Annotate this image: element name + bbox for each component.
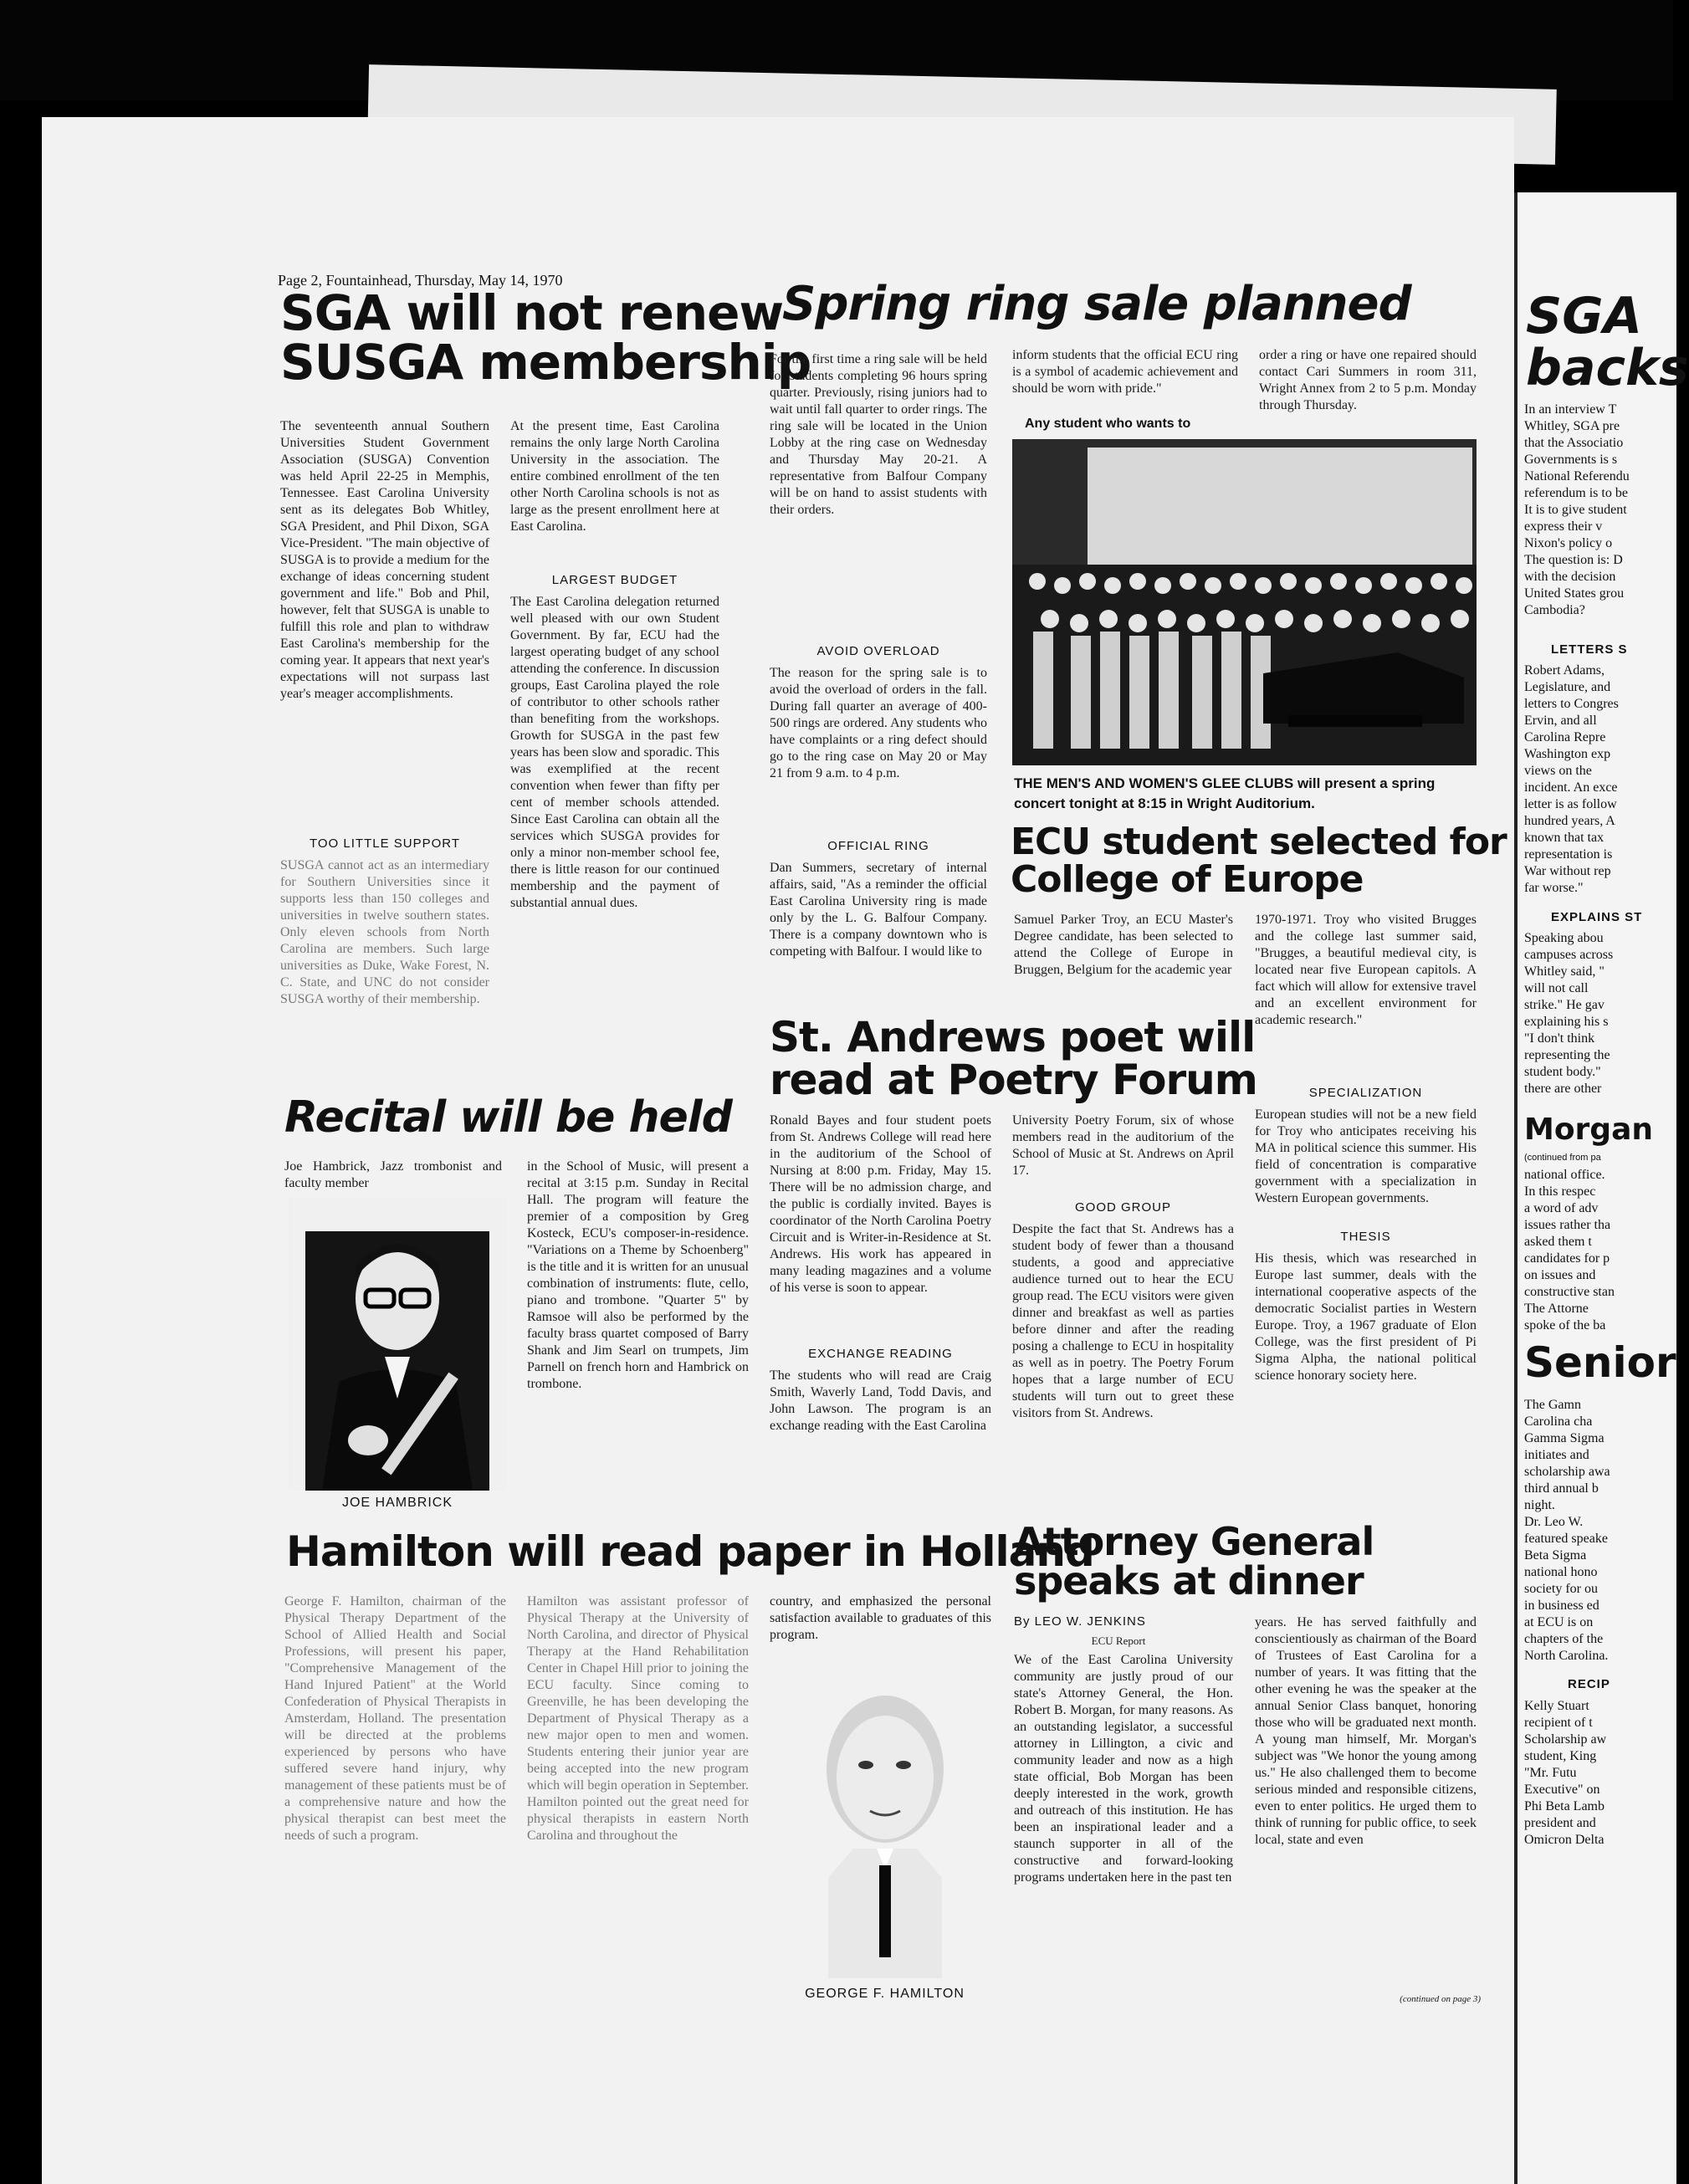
europe-col2c: His thesis, which was researched in Europe last summer, deals with the international cooperative aspects of the democratic Socialist parties in Western Europe. Troy, a 1967 graduate of Elon College, was the first president of Pi Sigma Alpha, the national political science honorary society here. [1255,1251,1477,1383]
right-headline-sga: SGA [1526,287,1642,345]
susga-col2b: The East Carolina delegation returned well pleased with our own Student Government. By far, ECU had the largest operating budget of any school attending the conference. In discussion groups, East Carolina played the role of contributor to other schools rather than benefiting from the workshops. Growth for SUSGA in the past few years has been slow and sporadic. This was exemplified at the recent convention when fewer than fifty per cent of member schools attended. Since East Carolina can obtain all the services which SUSGA provides for only a minor non-member school fee, there is little reason for our continued membership and the payment of substantial annual dues. [510,595,719,910]
joe-hambrick-photo [289,1198,506,1491]
europe-sub-thesis: THESIS [1340,1230,1391,1244]
right-block-5: The Gamn Carolina cha Gamma Sigma initiates and scholarship awa third annual b night. Dr. Leo W. featured speake Beta Sigma national hono society for ou in business ed at ECU is on chapters of the North Carolina. [1524,1398,1610,1663]
glee-club-photo [1012,439,1477,765]
george-hamilton-photo [778,1669,991,1978]
europe-sub-specialization: SPECIALIZATION [1308,1086,1423,1100]
europe-col1: Samuel Parker Troy, an ECU Master's Degree candidate, has been selected to attend the College of Europe in Bruggen, Belgium for the academic year [1014,913,1233,977]
hamilton-col1: George F. Hamilton, chairman of the Physical Therapy Department of the School of Allied Health and Social Professions, will present his paper, "Comprehensive Management of the Hand Injured Patient" at the World Confederation of Physical Therapists in Amsterdam, Holland. The presentation will be directed at the problems experienced by persons who have suffered severe hand injury, why management of these patients must be of a comprehensive nature and how the physical therapist can best meet the needs of such a program. [284,1594,506,1843]
susga-col2a: At the present time, East Carolina remains the only large North Carolina University in the association. The entire combined enrollment of the ten other North Carolina schools is not as large as the present enrollment here at East Carolina. [510,419,719,534]
ring-col3: order a ring or have one repaired should contact Cari Summers in room 311, Wright Annex from 2 to 5 p.m. Monday through Thursday. [1259,348,1477,412]
europe-col2a: 1970-1971. Troy who visited Brugges and the college last summer said, "Brugges, a beautiful medieval city, is located near five European capitols. A fact which will allow for extensive travel and an excellent environment for academic research." [1255,913,1477,1027]
susga-sub-too-little-support: TOO LITTLE SUPPORT [310,836,460,851]
right-sub-explains: EXPLAINS ST [1551,910,1643,924]
attorney-headline: Attorney General speaks at dinner [1014,1519,1374,1603]
attorney-col2: years. He has served faithfully and conscientiously as chairman of the Board of Trustees of East Carolina for a number of years. It was fitting that the other evening he was the speaker at the annual Senior Class banquet, honoring those who will be graduated next month. A young man himself, Mr. Morgan's subject was "We honor the young among us." He also challenged them to become serious minded and responsible citizens, even to enter politics. He urged them to think of running for public office, to seek local, state and even [1255,1615,1477,1847]
europe-col2b: European studies will not be a new field for Troy who anticipates receiving his MA in political science this summer. His field of concentration is comparative government with a specialization in Western European governments. [1255,1107,1477,1205]
susga-col1b: SUSGA cannot act as an intermediary for Southern Universities since it supports less than 150 colleges and universities in twelve southern states. Only eleven schools from North Carolina are members. Such large universities as Duke, Wake Forest, N. C. State, and UNC do not consider SUSGA worthy of their membership. [280,858,489,1006]
attorney-byline: By LEO W. JENKINS [1014,1614,1146,1629]
recital-lead: Joe Hambrick, Jazz trombonist and faculty member [284,1159,502,1190]
right-sub-letters: LETTERS S [1551,642,1628,657]
right-continued-from: (continued from pa [1524,1153,1601,1163]
hamilton-headline: Hamilton will read paper in Holland [286,1527,1094,1576]
ring-sub-avoid-overload: AVOID OVERLOAD [816,644,940,658]
poet-headline: St. Andrews poet will read at Poetry Forum [770,1013,1257,1104]
right-block-6: Kelly Stuart recipient of t Scholarship aw student, King "Mr. Futu Executive" on Phi Beta Lamb president and Omicron Delta [1524,1699,1607,1847]
glee-club-illustration [1012,439,1477,765]
susga-sub-largest-budget: LARGEST BUDGET [551,573,678,587]
susga-headline: SGA will not renew SUSGA membership [280,284,811,391]
right-headline-backs: backs [1526,339,1689,397]
right-block-3: Speaking abou campuses across Whitley said, " will not call strike." He gav explaining his s "I don't think representing the student body." there are other [1524,931,1614,1096]
hamilton-col2: Hamilton was assistant professor of Physical Therapy at the University of North Carolina, and director of Physical Therapy at the Hand Rehabilitation Center in Chapel Hill prior to joining the ECU faculty. Since coming to Greenville, he has been developing the Department of Physical Therapy as a new major open to men and women. Students entering their junior year are being accepted into the new program which will begin operation in September. Hamilton pointed out the great need for physical therapists in eastern North Carolina and throughout the [527,1594,749,1843]
poet-sub-exchange-reading: EXCHANGE READING [808,1347,953,1361]
poet-sub-good-group: GOOD GROUP [1074,1200,1171,1215]
europe-headline: ECU student selected for College of Europe [1011,821,1507,901]
newspaper-page [42,117,1514,2184]
joe-hambrick-portrait [289,1198,506,1491]
ring-col1c: Dan Summers, secretary of internal affairs, said, "As a reminder the official East Carolina University ring is made only by the L. G. Balfour Company. There is a company downtown who is competing with Balfour. I would like to [770,861,987,959]
right-block-4: national office. In this respec a word of adv issues rather tha asked them t candidates for p on issues and constructive stan The Attorne spoke of the ba [1524,1168,1615,1332]
ring-col1b: The reason for the spring sale is to avoid the overload of orders in the fall. During fall quarter an average of 400-500 rings are ordered. Any students who have complaints or a ring defect should go to the ring case on May 20 or May 21 from 9 a.m. to 4 p.m. [770,666,987,780]
recital-headline: Recital will be held [284,1092,732,1143]
right-headline-senior: Senior [1524,1338,1676,1387]
poet-col2b: Despite the fact that St. Andrews has a student body of fewer than a thousand students, a good and appreciative audience turned out to hear the ECU group read. The ECU visitors were given dinner and breakfast as well as parties before dinner and after the reading posing a challenge to ECU in hospitality as well as in poetry. The Poetry Forum hopes that a large number of ECU students will turn out to greet these visitors from St. Andrews. [1012,1222,1234,1420]
ring-headline: Spring ring sale planned [782,277,1411,331]
right-headline-morgan: Morgan [1524,1112,1654,1147]
right-block-1: In an interview T Whitley, SGA pre that the Associatio Governments is s National Referendu referendum is to be It is to give student express their v Nixon's policy o The question is: D with the decision United States grou Cambodia? [1524,402,1630,617]
ring-col1a: For the first time a ring sale will be held for students completing 96 hours spring quarter. Previously, rising juniors had to wait until fall quarter to order rings. The ring sale will be located in the Union Lobby at the ring case on Wednesday and Thursday May 20-21. A representative from Balfour Company will be on hand to assist students with their orders. [770,352,987,517]
attorney-col1: We of the East Carolina University community are justly proud of our state's Attorney General, the Hon. Robert B. Morgan, for many reasons. As an outstanding legislator, a successful attorney in Lillington, a civic and community leader and now as a high state official, Bob Morgan has been deeply interested in the work, growth and outreach of this institution. He has been an inspirational leader and a staunch supporter in all of the constructive and forward-looking programs undertaken here in the past ten [1014,1653,1233,1885]
glee-club-caption: THE MEN'S AND WOMEN'S GLEE CLUBS will present a spring concert tonight at 8:15 in Wright Auditorium. [1014,775,1436,811]
ring-sub-official-ring: OFFICIAL RING [827,839,929,853]
poet-col1b: The students who will read are Craig Smith, Waverly Land, Todd Davis, and John Lawson. The program is an exchange reading with the East Carolina [770,1368,991,1433]
george-hamilton-caption: GEORGE F. HAMILTON [805,1987,965,2001]
poet-col2a: University Poetry Forum, six of whose members read in the auditorium of the School of Music at St. Andrews on April 17. [1012,1113,1234,1178]
right-block-2: Robert Adams, Legislature, and letters to Congres Ervin, and all Carolina Repre Washington exp views on the incident. An exce letter is as follow hundred years, A known that tax representation is War without rep far worse." [1524,663,1619,895]
susga-col1: The seventeenth annual Southern Universities Student Government Association (SUSGA) Convention was held April 22-25 in Memphis, Tennessee. East Carolina University sent as its delegates Bob Whitley, SGA President, and Phil Dixon, SGA Vice-President. "The main objective of SUSGA is to provide a medium for the exchange of ideas concerning student government and life." Bob and Phil, however, felt that SUSGA is unable to fulfill this role and plan to withdraw East Carolina's membership for the coming year. It appears that next year's expectations will not surpass last year's meager accomplishments. [280,419,489,701]
attorney-byline-report: ECU Report [1091,1634,1146,1647]
george-hamilton-portrait [778,1669,991,1978]
attorney-continued: (continued on page 3) [1400,1994,1481,2004]
recital-col2: in the School of Music, will present a recital at 3:15 p.m. Sunday in Recital Hall. The program will feature the premier of a composition by Greg Kosteck, ECU's composer-in-residence. "Variations on a Theme by Schoenberg" is the title and it is written for an unusual combination of instruments: flute, cello, piano and trombone. "Quarter 5" by Ramsoe will also be performed by the faculty brass quartet composed of Barry Shank and Jim Searl on trumpets, Jim Parnell on french horn and Hambrick on trombone. [527,1159,749,1391]
ring-col2: inform students that the official ECU ring is a symbol of academic achievement and should be worn with pride." [1012,348,1238,396]
right-sub-recip: RECIP [1568,1677,1610,1691]
ring-col2b: Any student who wants to [1025,417,1191,431]
poet-col1a: Ronald Bayes and four student poets from St. Andrews College will read here in the auditorium of the School of Nursing at 8:00 p.m. Friday, May 15. There will be no admission charge, and the public is cordially invited. Bayes is coordinator of the North Carolina Poetry Circuit and is Writer-in-Residence at St. Andrews. His work has appeared in many leading magazines and a volume of his verse is soon to appear. [770,1113,991,1295]
adjacent-page [1514,192,1689,2184]
hamilton-col3: country, and emphasized the personal satisfaction available to graduates of this program. [770,1594,991,1642]
page-folio: Page 2, Fountainhead, Thursday, May 14, 1970 [278,272,563,289]
joe-hambrick-caption: JOE HAMBRICK [341,1496,453,1510]
